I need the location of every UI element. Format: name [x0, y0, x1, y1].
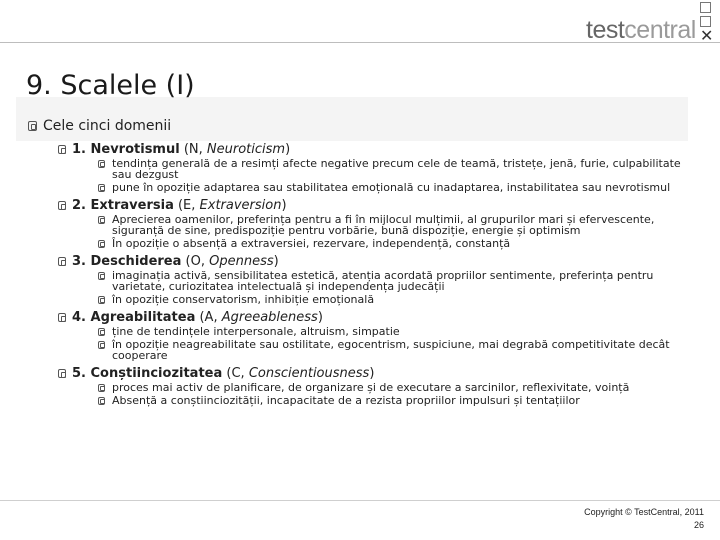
- domain-item: [58, 253, 698, 305]
- footer: [584, 506, 704, 532]
- point-text: imaginația activă, sensibilitatea estetică, atenția acordată propriilor sentimente, preferința pentru varietate, curiozitatea intelectuală și independența judecății: [112, 269, 654, 293]
- domain-abbr: (N,: [179, 142, 207, 157]
- point-item: [98, 270, 698, 292]
- domain-english: Conscientiousness: [248, 366, 370, 381]
- point-item: [98, 182, 698, 193]
- domain-item: [58, 365, 698, 406]
- bullet-icon: [98, 341, 105, 349]
- point-item: [98, 382, 698, 393]
- domain-points: [98, 326, 698, 361]
- outline: [28, 118, 698, 410]
- slide-title: 9. Scalele (I): [26, 70, 195, 101]
- domain-abbr: (O,: [181, 254, 210, 269]
- domains-list: [58, 141, 698, 406]
- domain-english: Neuroticism: [206, 142, 286, 157]
- bullet-icon: [58, 369, 66, 378]
- point-text: Absență a conștiinciozității, incapacitate de a rezista propriilor impulsuri și tentațiilor: [112, 394, 580, 407]
- bullet-icon: [98, 272, 105, 280]
- domain-close: ): [317, 310, 323, 325]
- bullet-icon: [98, 216, 105, 224]
- point-text: În opoziție o absență a extraversiei, rezervare, independență, constanță: [112, 237, 511, 250]
- domain-points: [98, 382, 698, 406]
- bullet-icon: [98, 384, 105, 392]
- point-item: [98, 339, 698, 361]
- domain-name: 1. Nevrotismul: [72, 142, 180, 157]
- bullet-icon: [58, 313, 66, 322]
- point-text: pune în opoziție adaptarea sau stabilitatea emoțională cu inadaptarea, instabilitatea sau nevrotismul: [112, 181, 671, 194]
- domain-abbr: (C,: [222, 366, 249, 381]
- bullet-icon: [98, 397, 105, 405]
- domain-item: [58, 309, 698, 361]
- domain-points: [98, 270, 698, 305]
- bullet-icon: [58, 145, 66, 154]
- bullet-icon: [58, 257, 66, 266]
- bullet-icon: [28, 121, 37, 131]
- bullet-icon: [98, 184, 105, 192]
- restore-icon[interactable]: [700, 2, 711, 13]
- domain-close: ): [281, 198, 287, 213]
- point-text: în opoziție neagreabilitate sau ostilitate, egocentrism, suspiciune, mai degrabă competitivitate decât cooperare: [112, 338, 670, 362]
- bullet-icon: [98, 296, 105, 304]
- point-item: [98, 158, 698, 180]
- domain-english: Extraversion: [199, 198, 282, 213]
- footer-divider: [0, 500, 720, 501]
- domain-points: [98, 158, 698, 193]
- bullet-icon: [98, 240, 105, 248]
- point-item: [98, 395, 698, 406]
- point-item: [98, 294, 698, 305]
- point-item: [98, 214, 698, 236]
- point-text: tendința generală de a resimți afecte negative precum cele de teamă, tristețe, jenă, furie, culpabilitate sau dezgust: [112, 157, 681, 181]
- domain-abbr: (E,: [173, 198, 200, 213]
- domain-name: 5. Conștiinciozitatea: [72, 366, 223, 381]
- point-text: ține de tendințele interpersonale, altruism, simpatie: [112, 325, 400, 338]
- page-number: 26: [693, 520, 704, 530]
- domain-close: ): [285, 142, 291, 157]
- copyright-text: Copyright © TestCentral, 2011: [584, 507, 704, 517]
- level1-item: Cele cinci domenii: [28, 118, 698, 134]
- domain-name: 2. Extraversia: [72, 198, 174, 213]
- domain-close: ): [273, 254, 279, 269]
- point-text: proces mai activ de planificare, de organizare și de executare a sarcinilor, reflexivitate, voință: [112, 381, 630, 394]
- domain-points: [98, 214, 698, 249]
- point-text: Aprecierea oamenilor, preferința pentru a fi în mijlocul mulțimii, al grupurilor mari și efervescente, siguranță de sine, predispoziție pentru vorbărie, bună dispoziție, energie și optimism: [112, 213, 655, 237]
- point-text: în opoziție conservatorism, inhibiție emoțională: [112, 293, 375, 306]
- domain-abbr: (A,: [195, 310, 222, 325]
- domain-english: Openness: [209, 254, 274, 269]
- bullet-icon: [58, 201, 66, 210]
- domain-item: [58, 197, 698, 249]
- point-item: [98, 326, 698, 337]
- point-item: [98, 238, 698, 249]
- testcentral-logo: testcentral: [586, 16, 696, 44]
- window-controls: [700, 2, 716, 44]
- domain-item: [58, 141, 698, 193]
- bullet-icon: [98, 160, 105, 168]
- domain-name: 4. Agreabilitatea: [72, 310, 196, 325]
- bullet-icon: [98, 328, 105, 336]
- domain-english: Agreeableness: [221, 310, 318, 325]
- domain-close: ): [369, 366, 375, 381]
- close-icon[interactable]: ✕: [700, 26, 714, 45]
- domain-name: 3. Deschiderea: [72, 254, 182, 269]
